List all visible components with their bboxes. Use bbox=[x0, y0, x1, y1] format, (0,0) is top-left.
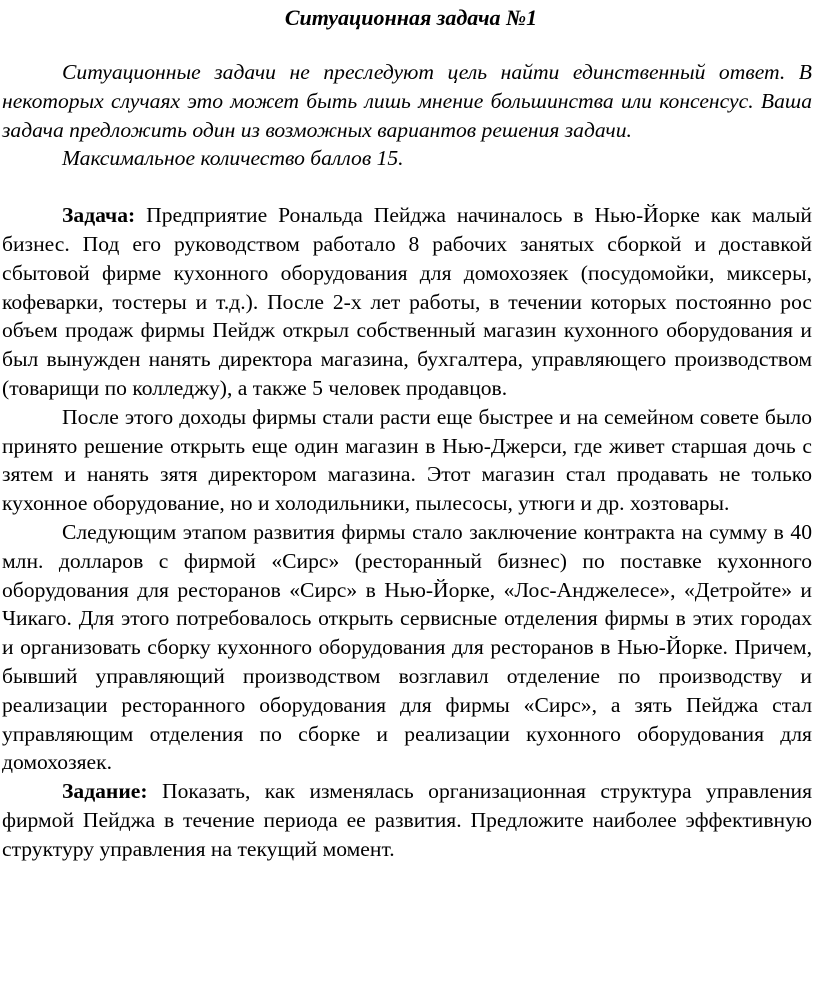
task-paragraph-2: После этого доходы фирмы стали расти еще быстрее и на семейном совете было принято решение открыть еще один магазин в Нью-Джерси, где живет старшая дочь с зятем и нанять зятя директором магазина. Этот магазин стал продавать не только кухонное оборудование, но и холодильники, пылесосы, утюги и др. хозтовары. bbox=[2, 404, 812, 516]
document-title: Ситуационная задача №1 bbox=[284, 5, 538, 30]
task-text-1: Предприятие Рональда Пейджа начиналось в Нью-Йорке как малый бизнес. Под его руководством работало 8 рабочих занятых сборкой и доставкой сбытовой фирме кухонного оборудования для домохозяек (посудомойки, миксеры, кофеварки, тостеры и т.д.). После 2-х лет работы, в течении которых постоянно рос объем продаж фирмы Пейдж открыл собственный магазин кухонного оборудования и был вынужден нанять директора магазина, бухгалтера, управляющего производством (товарищи по колледжу), а также 5 человек продавцов. bbox=[2, 203, 812, 400]
task-paragraph-1 bbox=[2, 201, 812, 403]
assignment-text: Показать, как изменялась организационная структура управления фирмой Пейджа в течение периода ее развития. Предложите наиболее эффективную структуру управления на текущий момент. bbox=[2, 779, 812, 861]
task-label: Задача: bbox=[62, 203, 136, 228]
task-paragraph-3: Следующим этапом развития фирмы стало заключение контракта на сумму в 40 млн. долларов с фирмой «Сирс» (ресторанный бизнес) по поставке кухонного оборудования для ресторанов «Сирс» в Нью-Йорке, «Лос-Анджелесе», «Детройте» и Чикаго. Для этого потребовалось открыть сервисные отделения фирмы в этих городах и организовать сборку кухонного оборудования для ресторанов в Нью-Йорке. Причем, бывший управляющий производством возглавил отделение по производству и реализации ресторанного оборудования для фирмы «Сирс», а зять Пейджа стал управляющим отделения по сборке и реализации кухонного оборудования для домохозяек. bbox=[2, 519, 812, 775]
intro-paragraph: Ситуационные задачи не преследуют цель найти единственный ответ. В некоторых случаях это может быть лишь мнение большинства или консенсус. Ваша задача предложить один из возможных вариантов решения задачи. bbox=[2, 60, 812, 142]
assignment-paragraph bbox=[2, 777, 812, 863]
assignment-label: Задание: bbox=[62, 779, 148, 804]
spacer bbox=[2, 173, 812, 201]
max-score-line: Максимальное количество баллов 15. bbox=[62, 146, 404, 171]
